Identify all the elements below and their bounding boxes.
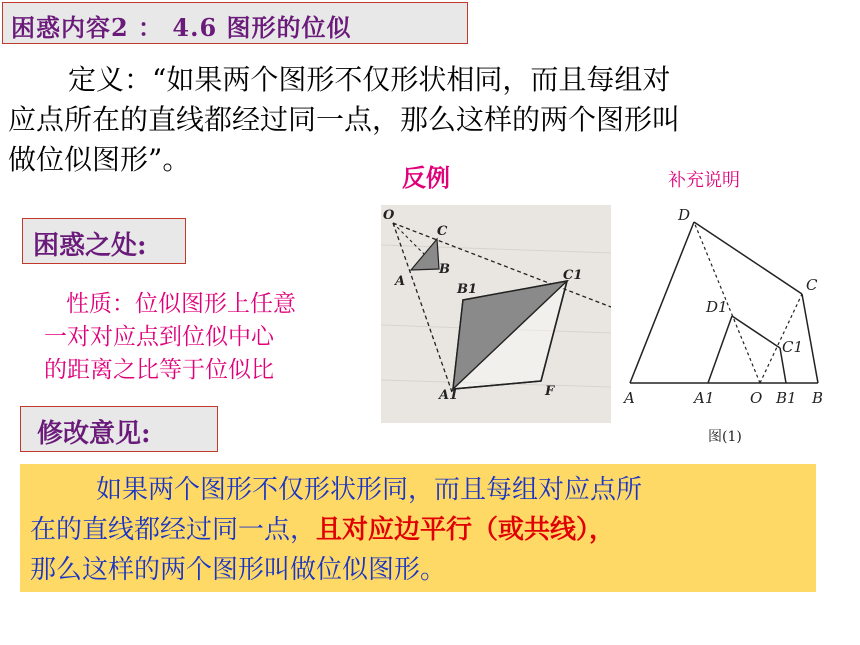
label-b1: B1 [457,282,478,297]
label-c1: C1 [782,338,804,356]
figure-caption: 图(1) [708,429,742,445]
revision-part-3: 那么这样的两个图形叫做位似图形。 [30,555,447,585]
modify-box [20,406,218,452]
property-line-3: 的距离之比等于位似比 [44,357,274,383]
supplement-label: 补充说明 [668,170,740,191]
revision-part-2: 在的直线都经过同一点， [30,515,317,545]
revision-part-1: 如果两个图形不仅形状形同，而且每组对应点所 [96,475,643,505]
definition-line-1: 定义：“如果两个图形不仅形状相同，而且每组对 [68,63,671,96]
revision-highlight: 且对应边平行（或共线）， [316,515,616,545]
revision-paragraph [20,464,816,592]
property-line-1: 性质：位似图形上任意 [66,291,296,317]
label-a1: A1 [439,388,459,403]
property-line-2: 一对对应点到位似中心 [44,324,274,350]
label-d: D [678,206,691,224]
label-a1: A1 [694,389,715,407]
label-a: A [624,389,635,407]
counterexample-figure [381,205,611,423]
label-b: B [812,389,824,407]
label-f: F [545,384,555,399]
supplement-figure [622,200,836,450]
title-box [2,2,468,44]
label-c1: C1 [563,268,583,283]
label-o: O [383,208,395,223]
label-a: A [395,274,406,289]
definition-line-2: 应点所在的直线都经过同一点，那么这样的两个图形叫 [8,103,681,136]
definition-line-3: 做位似图形”。 [8,143,191,176]
label-o: O [750,389,763,407]
puzzle-box [22,218,186,264]
counterexample-label: 反例 [402,164,450,192]
label-b: B [439,262,450,277]
label-c: C [437,224,448,239]
label-d1: D1 [706,298,728,316]
label-b1: B1 [776,389,797,407]
label-c: C [806,276,818,294]
modify-label: 修改意见: [37,419,151,449]
page-title: 困惑内容2 ： 4.6 图形的位似 [11,13,352,42]
property-paragraph [44,288,370,387]
puzzle-label: 困惑之处: [33,231,147,261]
